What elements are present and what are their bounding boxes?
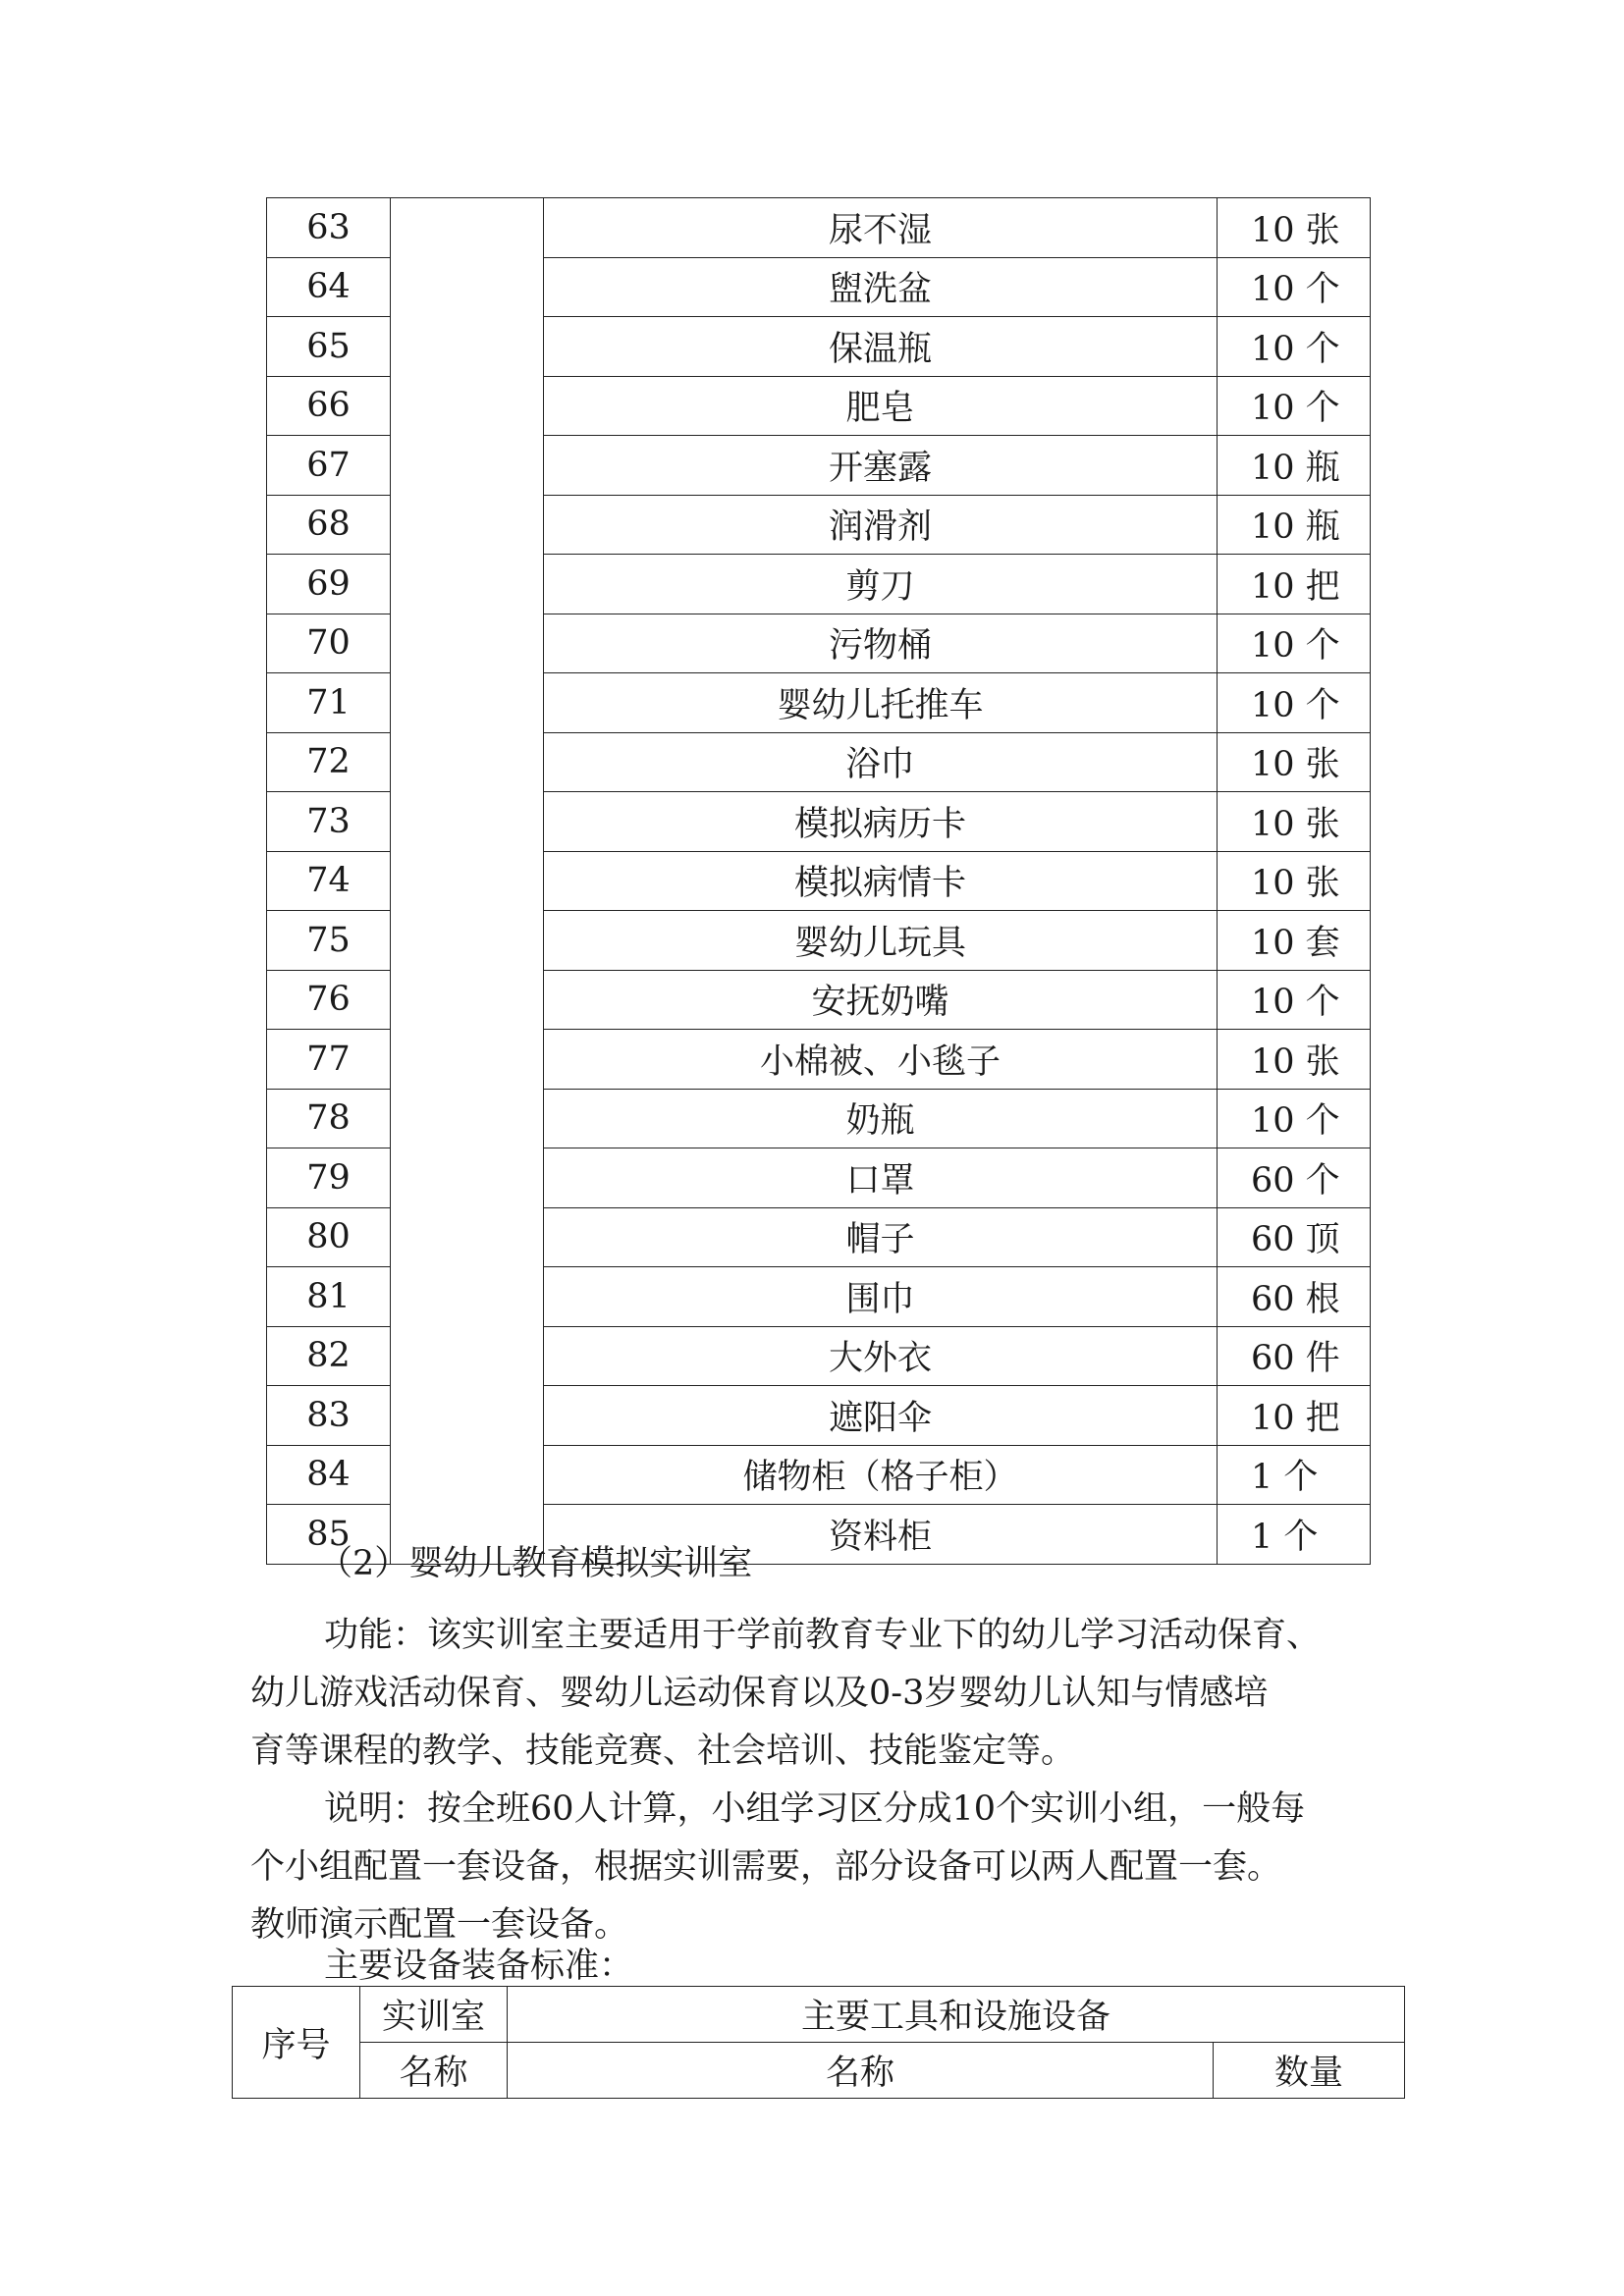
item-quantity: 1 个	[1218, 1505, 1371, 1565]
item-name: 盥洗盆	[544, 257, 1218, 317]
table-row	[267, 198, 1371, 258]
row-number: 72	[267, 732, 391, 792]
item-quantity: 10 把	[1218, 555, 1371, 614]
function-line: 功能：该实训室主要适用于学前教育专业下的幼儿学习活动保育、	[324, 1616, 1322, 1655]
item-quantity: 10 瓶	[1218, 495, 1371, 555]
item-name: 剪刀	[544, 555, 1218, 614]
item-name: 污物桶	[544, 614, 1218, 673]
row-number: 83	[267, 1386, 391, 1446]
header-item-name: 名称	[508, 2043, 1214, 2099]
item-name: 大外衣	[544, 1326, 1218, 1386]
item-quantity: 10 把	[1218, 1386, 1371, 1446]
item-quantity: 10 套	[1218, 911, 1371, 971]
item-quantity: 60 个	[1218, 1148, 1371, 1208]
item-name: 遮阳伞	[544, 1386, 1218, 1446]
row-number: 78	[267, 1089, 391, 1148]
item-quantity: 10 张	[1218, 1030, 1371, 1090]
item-quantity: 60 件	[1218, 1326, 1371, 1386]
item-name: 模拟病情卡	[544, 851, 1218, 911]
row-number: 77	[267, 1030, 391, 1090]
header-room-name-line1: 实训室	[360, 1987, 508, 2043]
item-name: 资料柜	[544, 1505, 1218, 1565]
item-quantity: 10 个	[1218, 376, 1371, 436]
item-quantity: 10 张	[1218, 851, 1371, 911]
row-number: 65	[267, 317, 391, 377]
standard-label: 主要设备装备标准：	[324, 1947, 634, 1986]
item-quantity: 10 个	[1218, 317, 1371, 377]
standard-table-header	[232, 1986, 1405, 2099]
room-name-cell	[391, 198, 544, 1565]
item-quantity: 10 个	[1218, 614, 1371, 673]
item-name: 奶瓶	[544, 1089, 1218, 1148]
note-line: 教师演示配置一套设备。	[250, 1905, 629, 1945]
item-quantity: 10 张	[1218, 198, 1371, 258]
item-name: 储物柜（格子柜）	[544, 1445, 1218, 1505]
item-quantity: 10 张	[1218, 732, 1371, 792]
row-number: 70	[267, 614, 391, 673]
row-number: 69	[267, 555, 391, 614]
row-number: 75	[267, 911, 391, 971]
note-line: 说明：按全班60人计算，小组学习区分成10个实训小组，一般每	[324, 1789, 1306, 1829]
row-number: 85	[267, 1505, 391, 1565]
row-number: 63	[267, 198, 391, 258]
item-name: 围巾	[544, 1267, 1218, 1327]
item-name: 口罩	[544, 1148, 1218, 1208]
item-quantity: 60 根	[1218, 1267, 1371, 1327]
header-main-tools: 主要工具和设施设备	[508, 1987, 1405, 2043]
item-quantity: 10 瓶	[1218, 436, 1371, 496]
row-number: 64	[267, 257, 391, 317]
header-room-name-line2: 名称	[360, 2043, 508, 2099]
row-number: 76	[267, 970, 391, 1030]
item-name: 帽子	[544, 1207, 1218, 1267]
function-line: 育等课程的教学、技能竞赛、社会培训、技能鉴定等。	[250, 1732, 1076, 1771]
item-quantity: 60 顶	[1218, 1207, 1371, 1267]
item-name: 润滑剂	[544, 495, 1218, 555]
row-number: 74	[267, 851, 391, 911]
item-quantity: 10 个	[1218, 1089, 1371, 1148]
item-name: 安抚奶嘴	[544, 970, 1218, 1030]
row-number: 68	[267, 495, 391, 555]
item-name: 保温瓶	[544, 317, 1218, 377]
row-number: 82	[267, 1326, 391, 1386]
row-number: 71	[267, 673, 391, 733]
row-number: 81	[267, 1267, 391, 1327]
row-number: 84	[267, 1445, 391, 1505]
item-name: 小棉被、小毯子	[544, 1030, 1218, 1090]
item-quantity: 10 个	[1218, 673, 1371, 733]
item-quantity: 10 个	[1218, 970, 1371, 1030]
header-serial-no: 序号	[233, 1987, 360, 2099]
item-quantity: 10 个	[1218, 257, 1371, 317]
note-line: 个小组配置一套设备，根据实训需要，部分设备可以两人配置一套。	[250, 1847, 1282, 1887]
row-number: 73	[267, 792, 391, 852]
item-name: 婴幼儿托推车	[544, 673, 1218, 733]
section-heading: （2）婴幼儿教育模拟实训室	[318, 1544, 753, 1583]
item-name: 开塞露	[544, 436, 1218, 496]
equipment-table-body	[267, 198, 1371, 1565]
row-number: 80	[267, 1207, 391, 1267]
item-name: 模拟病历卡	[544, 792, 1218, 852]
item-quantity: 10 张	[1218, 792, 1371, 852]
row-number: 79	[267, 1148, 391, 1208]
row-number: 66	[267, 376, 391, 436]
row-number: 67	[267, 436, 391, 496]
item-name: 肥皂	[544, 376, 1218, 436]
equipment-table	[266, 197, 1371, 1565]
item-name: 浴巾	[544, 732, 1218, 792]
function-line: 幼儿游戏活动保育、婴幼儿运动保育以及0-3岁婴幼儿认知与情感培	[250, 1674, 1269, 1713]
item-name: 尿不湿	[544, 198, 1218, 258]
item-quantity: 1 个	[1218, 1445, 1371, 1505]
item-name: 婴幼儿玩具	[544, 911, 1218, 971]
header-quantity: 数量	[1214, 2043, 1405, 2099]
